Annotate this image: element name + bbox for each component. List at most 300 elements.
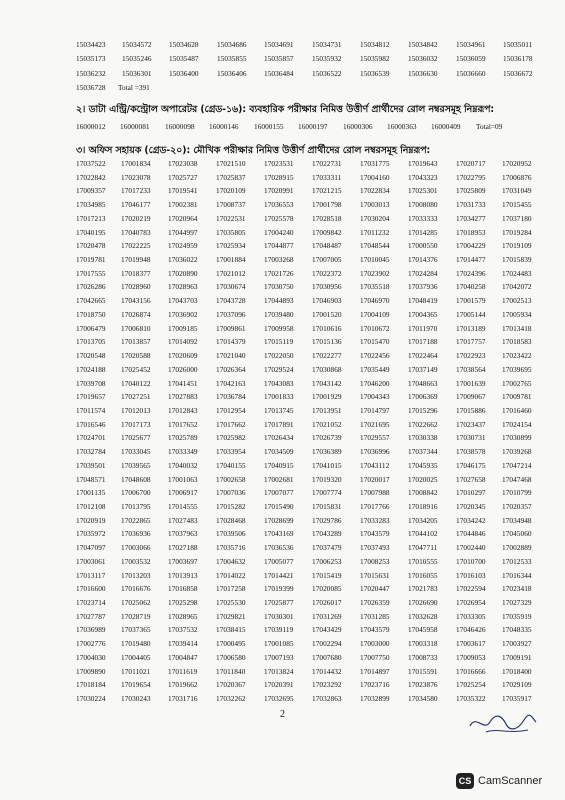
roll-number: 17012533 [502,556,532,566]
roll-number: 17028518 [312,213,342,223]
roll-number: 17025789 [168,433,198,443]
roll-number: 17030338 [408,433,438,443]
section-3-row [0,680,565,692]
roll-number: 17015136 [312,337,342,347]
roll-number: 17037344 [408,447,438,457]
roll-number: 17037493 [360,543,390,553]
roll-number: 17019399 [264,584,294,594]
roll-number: 17025062 [121,598,151,608]
roll-number: 17030731 [456,433,486,443]
roll-number: 15036522 [312,68,342,78]
roll-number: 17039695 [502,364,532,374]
section-3-row [0,255,565,267]
roll-number: 17030224 [76,694,106,704]
roll-number: 17016344 [502,570,532,580]
roll-number: 17022731 [312,159,342,168]
roll-number: 17008253 [360,556,390,566]
roll-number: 17023876 [408,680,438,690]
roll-number: 17029524 [264,364,294,374]
roll-number: 17015296 [408,405,438,415]
roll-number: 17032262 [216,694,246,704]
roll-number: 17023714 [76,598,106,608]
roll-number: 17025578 [264,213,294,223]
roll-number: 17019643 [408,159,438,168]
roll-number: 17026690 [408,598,438,608]
roll-number: 17028960 [121,282,151,292]
roll-number: 17041451 [168,378,198,388]
roll-number: 17015631 [360,570,390,580]
roll-number: 17017891 [264,419,294,429]
section-3-row [0,228,565,240]
roll-number: 17037149 [408,364,438,374]
roll-number: 17025934 [216,241,246,251]
roll-number: 17033305 [456,611,486,621]
roll-number: 17036989 [76,625,106,635]
roll-number: 17025298 [168,598,198,608]
roll-number: 17007077 [264,488,294,498]
roll-number: 17028719 [121,611,151,621]
roll-number: 17047711 [408,543,438,553]
roll-number: 17026286 [76,282,106,292]
section-3-row [0,625,565,637]
roll-number: 17043083 [264,378,294,388]
roll-number: 17003013 [360,200,390,210]
roll-number: 17021012 [216,268,246,278]
roll-number: 17023716 [360,680,390,690]
roll-number: 17036996 [360,447,390,457]
roll-number: 17038415 [216,625,246,635]
roll-number: 17046970 [360,296,390,306]
roll-number: 17028915 [264,172,294,182]
roll-number: 17021040 [216,351,246,361]
section-1-row [0,83,565,95]
roll-number: 17035449 [360,364,390,374]
roll-number: 17040258 [456,282,486,292]
roll-number: 17036902 [168,309,198,319]
roll-number: 17021695 [360,419,390,429]
roll-number: 17020109 [216,186,246,196]
roll-number: 17006876 [502,172,532,182]
section-3-row [0,502,565,514]
section-3-row [0,365,565,377]
roll-number: 16000146 [209,122,239,131]
roll-number: 17015455 [502,200,532,210]
section-3-row [0,447,565,459]
roll-number: 16000306 [343,122,373,131]
roll-number: 17003061 [76,556,106,566]
roll-number: 17003927 [502,639,532,649]
roll-number: 17048608 [121,474,151,484]
roll-number: 17002889 [502,543,532,553]
roll-number: 17034205 [408,515,438,525]
roll-number: 17019480 [121,639,151,649]
roll-number: 17017233 [121,186,151,196]
roll-number: 17010045 [360,255,390,265]
roll-number: 17020085 [312,584,342,594]
roll-number: 17004160 [360,172,390,182]
section-3-row [0,694,565,706]
camscanner-brand: CamScanner [478,775,543,787]
roll-number: 17027787 [76,611,106,621]
roll-number: 17017662 [216,419,246,429]
roll-number: 17019657 [76,392,106,402]
section-3-row [0,612,565,624]
roll-number: 17036936 [121,529,151,539]
roll-number: 17032695 [264,694,294,704]
section-2-total: Total=09 [476,122,503,131]
roll-number: 15036232 [76,68,106,78]
roll-number: 17036022 [168,255,198,265]
roll-number: 17043156 [121,296,151,306]
section-3-row [0,159,565,171]
roll-number: 17022865 [121,515,151,525]
roll-number: 17014797 [360,405,390,415]
roll-number: 17022464 [408,351,438,361]
roll-number: 17030204 [360,213,390,223]
roll-number: 17022662 [408,419,438,429]
roll-number: 17016858 [168,584,198,594]
roll-number: 17015470 [360,337,390,347]
section-3-row [0,584,565,596]
section-3-row [0,310,565,322]
roll-number: 17033045 [121,447,151,457]
roll-number: 17040122 [121,378,151,388]
section-3-row [0,186,565,198]
roll-number: 17003268 [264,255,294,265]
roll-number: 17037522 [76,159,106,168]
roll-number: 17020391 [264,680,294,690]
roll-number: 17045958 [408,625,438,635]
roll-number: 16000081 [120,122,150,131]
roll-number: 17009842 [312,227,342,237]
roll-number: 17034242 [456,515,486,525]
roll-number: 17040195 [76,227,106,237]
roll-number: 17010799 [502,488,532,498]
roll-number: 17010616 [312,323,342,333]
roll-number: 15034572 [122,40,152,49]
roll-number: 17030750 [264,282,294,292]
roll-number: 17039506 [216,529,246,539]
roll-number: 15035246 [122,54,152,64]
roll-number: 17001929 [312,392,342,402]
roll-number: 17039708 [76,378,106,388]
roll-number: 17008842 [408,488,438,498]
roll-number: 17032628 [408,611,438,621]
roll-number: 17000495 [216,639,246,649]
roll-number: 15034628 [169,40,199,49]
roll-number: 17006253 [312,556,342,566]
roll-number: 15035932 [312,54,342,64]
roll-number: 17027658 [456,474,486,484]
roll-number: 17003318 [408,639,438,649]
roll-number: 17016666 [456,666,486,676]
roll-number: 17046200 [360,378,390,388]
roll-number: 17003532 [121,556,151,566]
roll-number: 15036059 [456,54,486,64]
roll-number: 17046175 [456,460,486,470]
roll-number: 15034731 [312,40,342,49]
section-3-row [0,598,565,610]
roll-number: 17039480 [264,309,294,319]
roll-number: 17022372 [312,268,342,278]
roll-number: 17019654 [121,680,151,690]
roll-number: 16000155 [254,122,284,131]
roll-number: 17043142 [312,378,342,388]
roll-number: 17004365 [408,309,438,319]
roll-number: 17015490 [264,502,294,511]
roll-number: 15034812 [360,40,390,49]
roll-number: 17011021 [121,666,151,676]
roll-number: 17017555 [76,268,106,278]
roll-number: 17037180 [502,213,532,223]
section-2-heading: ২। ডাটা এন্ট্রি/কন্ট্রোল অপারেটর (গ্রেড-১৬): ব্যবহারিক পরীক্ষার নিমিত্ত উত্তীর্ণ প্রার্থীদের রোল নম্বরসমূহ নিম্নরূপ: [76,104,495,115]
roll-number: 17024959 [168,241,198,251]
section-3-row [0,379,565,391]
roll-number: 15036400 [169,68,199,78]
roll-number: 17006580 [216,652,246,662]
roll-number: 17040783 [121,227,151,237]
roll-number: 17020952 [502,159,532,168]
roll-number: 17031733 [456,200,486,210]
roll-number: 15034423 [76,40,106,49]
roll-number: 17017173 [121,419,151,429]
roll-number: 17025809 [456,186,486,196]
roll-number: 17014379 [216,337,246,347]
roll-number: 15034842 [408,40,438,49]
roll-number: 17002294 [312,639,342,649]
roll-number: 17009053 [456,652,486,662]
roll-number: 17030956 [312,282,342,292]
roll-number: 17044102 [408,529,438,539]
roll-number: 17013705 [76,337,106,347]
roll-number: 17044877 [264,241,294,251]
roll-number: 17048487 [312,241,342,251]
roll-number: 17011619 [168,666,198,676]
roll-number: 17016676 [121,584,151,594]
roll-number: 17033311 [312,172,342,182]
section-3-row [0,461,565,473]
roll-number: 17028963 [168,282,198,292]
roll-number: 17023418 [502,584,532,594]
roll-number: 17002765 [502,378,532,388]
section-3-row [0,653,565,665]
roll-number: 17007005 [312,255,342,265]
roll-number: 15036178 [503,54,533,64]
roll-number: 17007193 [264,652,294,662]
roll-number: 17011840 [216,666,246,676]
roll-number: 17001639 [456,378,486,388]
roll-number: 17042072 [502,282,532,292]
section-3-row [0,571,565,583]
section-3-row [0,433,565,445]
roll-number: 17008080 [408,200,438,210]
roll-number: 17027883 [168,392,198,402]
roll-number: 17046426 [456,625,486,635]
roll-number: 17037936 [408,282,438,292]
roll-number: 17025677 [121,433,151,443]
roll-number: 17002681 [264,474,294,484]
roll-number: 17034277 [456,213,486,223]
roll-number: 17013418 [502,323,532,333]
roll-number: 17020017 [360,474,390,484]
roll-number: 17010672 [360,323,390,333]
roll-number: 17030899 [502,433,532,443]
roll-number: 17024483 [502,268,532,278]
roll-number: 17035972 [76,529,106,539]
roll-number: 17001135 [76,488,106,498]
roll-number: 17012954 [216,405,246,415]
roll-number: 17013203 [121,570,151,580]
roll-number: 17011574 [76,405,106,415]
roll-number: 17045935 [408,460,438,470]
roll-number: 17022050 [264,351,294,361]
roll-number: 16000012 [76,122,106,131]
roll-number: 17035518 [360,282,390,292]
roll-number: 17007988 [360,488,390,498]
roll-number: 15035857 [264,54,294,64]
camscanner-logo-icon: CS [456,773,474,789]
roll-number: 17020367 [216,680,246,690]
roll-number: 17037365 [121,625,151,635]
roll-number: 17025301 [408,186,438,196]
roll-number: 17018916 [408,502,438,511]
section-3-row [0,200,565,212]
roll-number: 17025254 [456,680,486,690]
roll-number: 17013824 [264,666,294,676]
roll-number: 17036389 [312,447,342,457]
roll-number: 17023038 [168,159,198,168]
roll-number: 17044893 [264,296,294,306]
roll-number: 17004240 [264,227,294,237]
roll-number: 17018750 [76,309,106,319]
roll-number: 17023422 [502,351,532,361]
roll-number: 17030868 [312,364,342,374]
roll-number: 16000197 [298,122,328,131]
roll-number: 17018400 [502,666,532,676]
roll-number: 17018953 [456,227,486,237]
roll-number: 17009861 [216,323,246,333]
roll-number: 15036672 [503,68,533,78]
roll-number: 17043169 [264,529,294,539]
roll-number: 17012108 [76,502,106,511]
roll-number: 17004632 [216,556,246,566]
section-3-heading: ৩। অফিস সহায়ক (গ্রেড-২০): মৌখিক পরীক্ষার নিমিত্ত উত্তীর্ণ প্রার্থীদের রোল নম্বরসমূহ নিম্নরূপ: [76,145,431,156]
roll-number: 17023531 [264,159,294,168]
roll-number: 17013951 [312,405,342,415]
roll-number: 17044997 [168,227,198,237]
roll-number: 17025877 [264,598,294,608]
roll-number: 17003066 [121,543,151,553]
roll-number: 17031269 [312,611,342,621]
roll-number: 17008733 [408,652,438,662]
section-3-row [0,392,565,404]
roll-number: 17028965 [168,611,198,621]
roll-number: 15035982 [360,54,390,64]
roll-number: 17032784 [76,447,106,457]
roll-number: 17014376 [408,255,438,265]
section-3-row [0,420,565,432]
roll-number: 17038564 [456,364,486,374]
roll-number: 17040915 [264,460,294,470]
roll-number: 15034691 [264,40,294,49]
roll-number: 17021052 [312,419,342,429]
section-3-row [0,269,565,281]
roll-number: 17033349 [168,447,198,457]
roll-number: 15035011 [503,40,533,49]
roll-number: 17041015 [312,460,342,470]
roll-number: 17024396 [456,268,486,278]
roll-number: 17025837 [216,172,246,182]
roll-number: 17039414 [168,639,198,649]
roll-number: 17001884 [216,255,246,265]
roll-number: 17036553 [264,200,294,210]
roll-number: 17020345 [456,502,486,511]
roll-number: 17036784 [216,392,246,402]
roll-number: 17023902 [360,268,390,278]
roll-number: 17020478 [76,241,106,251]
roll-number: 17043579 [360,625,390,635]
roll-number: 17015839 [502,255,532,265]
roll-number: 17001834 [121,159,151,168]
roll-number: 17022834 [360,186,390,196]
roll-number: 17029821 [216,611,246,621]
roll-number: 17003000 [360,639,390,649]
roll-number: 17026017 [312,598,342,608]
roll-number: 17037963 [168,529,198,539]
roll-number: 17037096 [216,309,246,319]
roll-number: 17020025 [408,474,438,484]
page-number: 2 [280,709,285,720]
roll-number: 17009357 [76,186,106,196]
roll-number: 16000098 [165,122,195,131]
roll-number: 17016600 [76,584,106,594]
roll-number: 17025452 [121,364,151,374]
roll-number: 17021726 [264,268,294,278]
roll-number: 17022594 [456,584,486,594]
roll-number: 17010297 [456,488,486,498]
roll-number: 17015886 [456,405,486,415]
roll-number: 17022842 [76,172,106,182]
roll-number: 17043289 [312,529,342,539]
roll-number: 17031049 [502,186,532,196]
roll-number: 17026000 [168,364,198,374]
roll-number: 15035173 [76,54,106,64]
roll-number: 17019109 [502,241,532,251]
roll-number: 17000550 [408,241,438,251]
section-3-row [0,667,565,679]
roll-number: 17004405 [121,652,151,662]
roll-number: 17043429 [312,625,342,635]
section-3-row [0,214,565,226]
roll-number: 17026364 [216,364,246,374]
roll-number: 17042163 [216,378,246,388]
roll-number: 16000363 [387,122,417,131]
roll-number: 17026954 [456,598,486,608]
roll-number: 17022923 [456,351,486,361]
roll-number: 17039119 [264,625,294,635]
roll-number: 17022225 [121,241,151,251]
roll-number: 17014421 [264,570,294,580]
roll-number: 17016055 [408,570,438,580]
roll-number: 15036728 [76,83,106,93]
roll-number: 17022531 [216,213,246,223]
section-3-row [0,337,565,349]
roll-number: 17026359 [360,598,390,608]
roll-number: 17005077 [264,556,294,566]
roll-number: 17022795 [456,172,486,182]
roll-number: 17020447 [360,584,390,594]
roll-number: 17034509 [264,447,294,457]
